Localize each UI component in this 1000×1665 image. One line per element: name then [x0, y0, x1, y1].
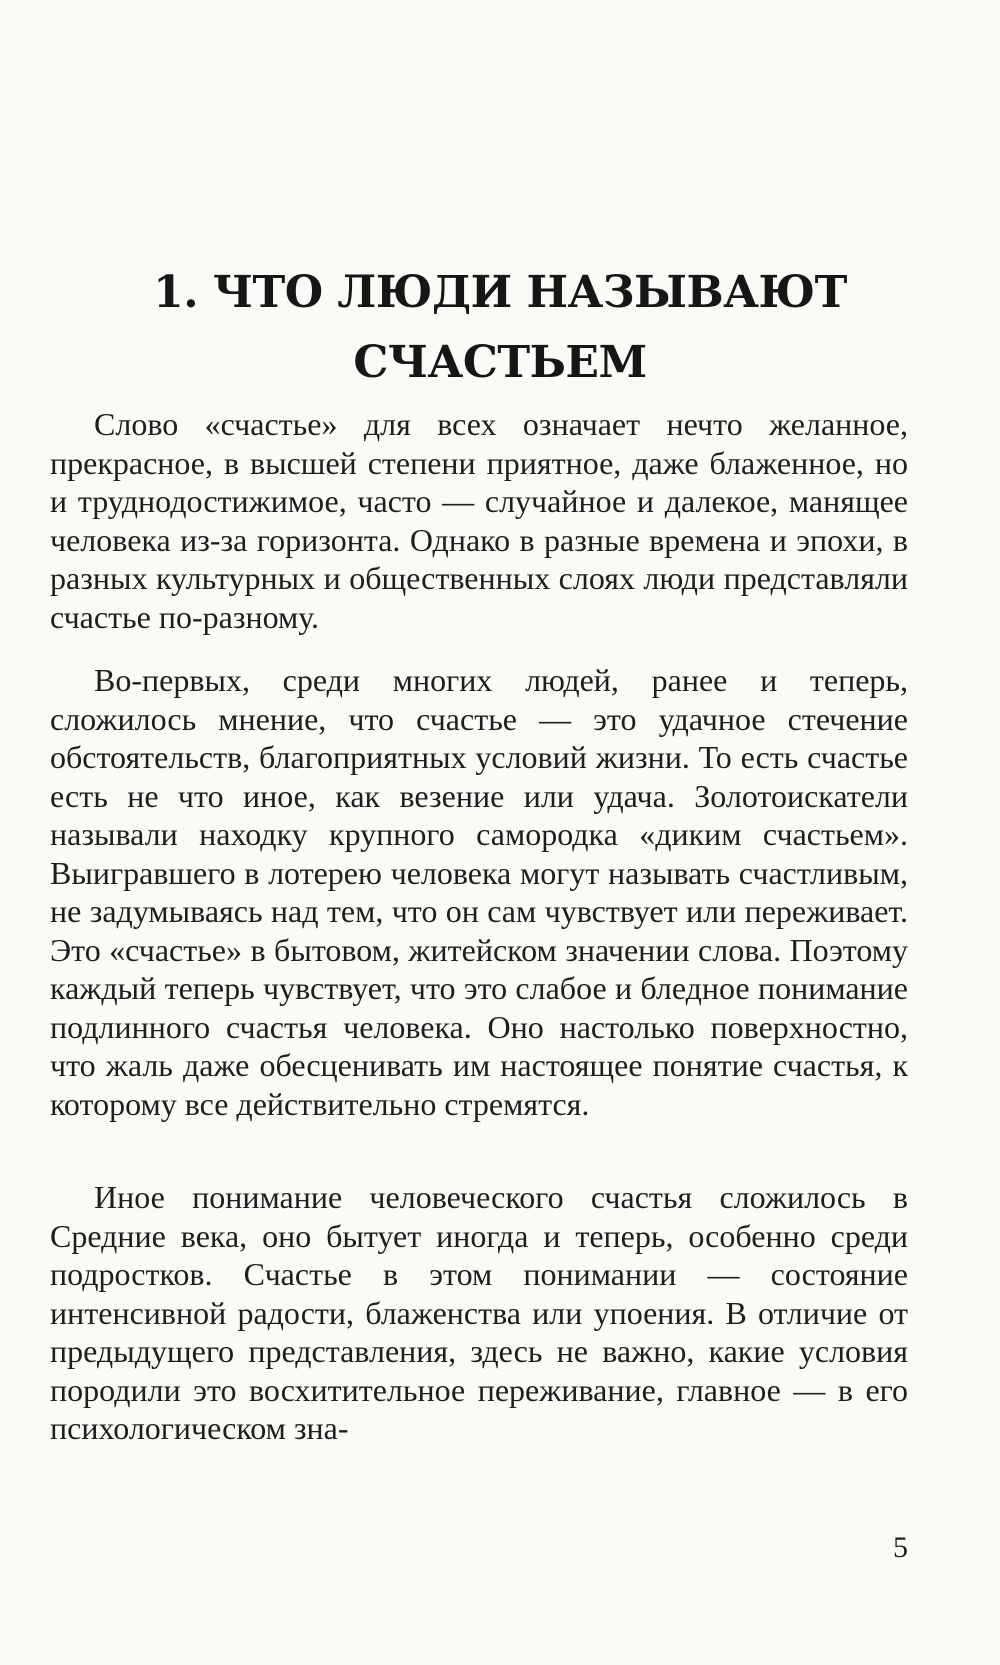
chapter-title-line-1: 1. ЧТО ЛЮДИ НАЗЫВАЮТ	[153, 267, 847, 318]
chapter-title-line-2: СЧАСТЬЕМ	[353, 337, 647, 388]
body-text-1	[50, 405, 908, 636]
paragraph: Во-первых, среди многих людей, ранее и теперь, сложилось мнение, что счастье — это удачное стечение обстоятельств, благоприятных условий жизни. То есть счастье есть не что иное, как везение или удача. Золотоискатели называли находку крупного самородка «диким счастьем». Выигравшего в лотерею человека могут называть счастливым, не задумываясь над тем, что он сам чувствует или переживает. Это «счастье» в бытовом, житейском значении слова. Поэтому каждый теперь чувствует, что это слабое и бледное понимание подлинного счастья человека. Оно настолько поверхностно, что жаль даже обесценивать им настоящее понятие счастья, к которому все действительно стремятся.	[50, 662, 908, 1122]
paragraph: Слово «счастье» для всех означает нечто желанное, прекрасное, в высшей степени приятное, даже блаженное, но и труднодостижимое, часто — случайное и далекое, манящее человека из-за горизонта. Однако в разные времена и эпохи, в разных культурных и общественных слоях люди представляли счастье по-разному.	[50, 406, 908, 635]
page-number: 5	[893, 1531, 908, 1564]
body-text-2	[50, 661, 908, 1123]
body-text-3	[50, 1178, 908, 1448]
paragraph: Иное понимание человеческого счастья сложилось в Средние века, оно бытует иногда и теперь, особенно среди подростков. Счастье в этом понимании — состояние интенсивной радости, блаженства или упоения. В отличие от предыдущего представления, здесь не важно, какие условия породили это восхитительное переживание, главное — в его психологическом зна-	[50, 1179, 908, 1446]
